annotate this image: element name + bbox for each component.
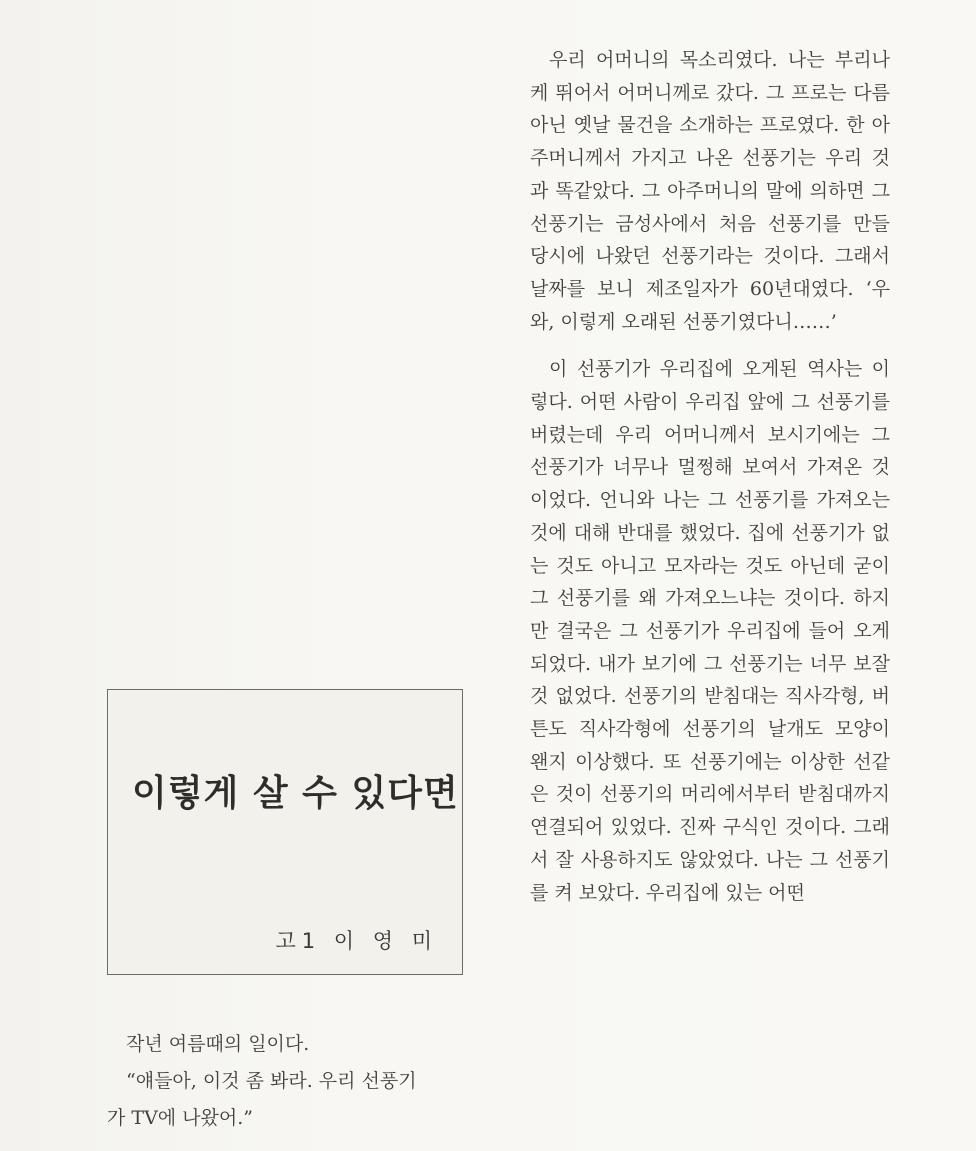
left-line: “얘들아, 이것 좀 봐라. 우리 선풍기 bbox=[126, 1070, 417, 1092]
left-line: 가 TV에 나왔어.” bbox=[107, 1107, 253, 1129]
left-column-text bbox=[107, 1026, 477, 1137]
article-author: 고1 이 영 미 bbox=[275, 929, 438, 953]
body-paragraph: 이 선풍기가 우리집에 오게된 역사는 이렇다. 어떤 사람이 우리집 앞에 그 선풍기를 버렸는데 우리 어머니께서 보시기에는 그 선풍기가 너무나 멀쩡해 보여서 가져온 것이었다. 언니와 나는 그 선풍기를 가져오는 것에 대해 반대를 했었다. 집에 선풍기가 없는 것도 아니고 모자라는 것도 아닌데 굳이 그 선풍기를 왜 가져오느냐는 것이다. 하지만 결국은 그 선풍기가 우리집에 들어 오게 되었다. 내가 보기에 그 선풍기는 너무 보잘것 없었다. 선풍기의 받침대는 직사각형, 버튼도 직사각형에 선풍기의 날개도 모양이 왠지 이상했다. 또 선풍기에는 이상한 선같은 것이 선풍기의 머리에서부터 받침대까지 연결되어 있었다. 진짜 구식인 것이다. 그래서 잘 사용하지도 않았었다. 나는 그 선풍기를 켜 보았다. 우리집에 있는 어떤 bbox=[530, 358, 890, 904]
left-line: 작년 여름때의 일이다. bbox=[126, 1033, 310, 1055]
title-box bbox=[107, 689, 463, 975]
article-title: 이렇게 살 수 있다면 bbox=[132, 773, 459, 814]
right-column-text bbox=[530, 44, 890, 909]
body-paragraph: 우리 어머니의 목소리였다. 나는 부리나케 뛰어서 어머니께로 갔다. 그 프로는 다름아닌 옛날 물건을 소개하는 프로였다. 한 아주머니께서 가지고 나온 선풍기는 우리 것과 똑같았다. 그 아주머니의 말에 의하면 그 선풍기는 금성사에서 처음 선풍기를 만들 당시에 나왔던 선풍기라는 것이다. 그래서 날짜를 보니 제조일자가 60년대였다. ‘우와, 이렇게 오래된 선풍기였다니……’ bbox=[530, 49, 890, 333]
